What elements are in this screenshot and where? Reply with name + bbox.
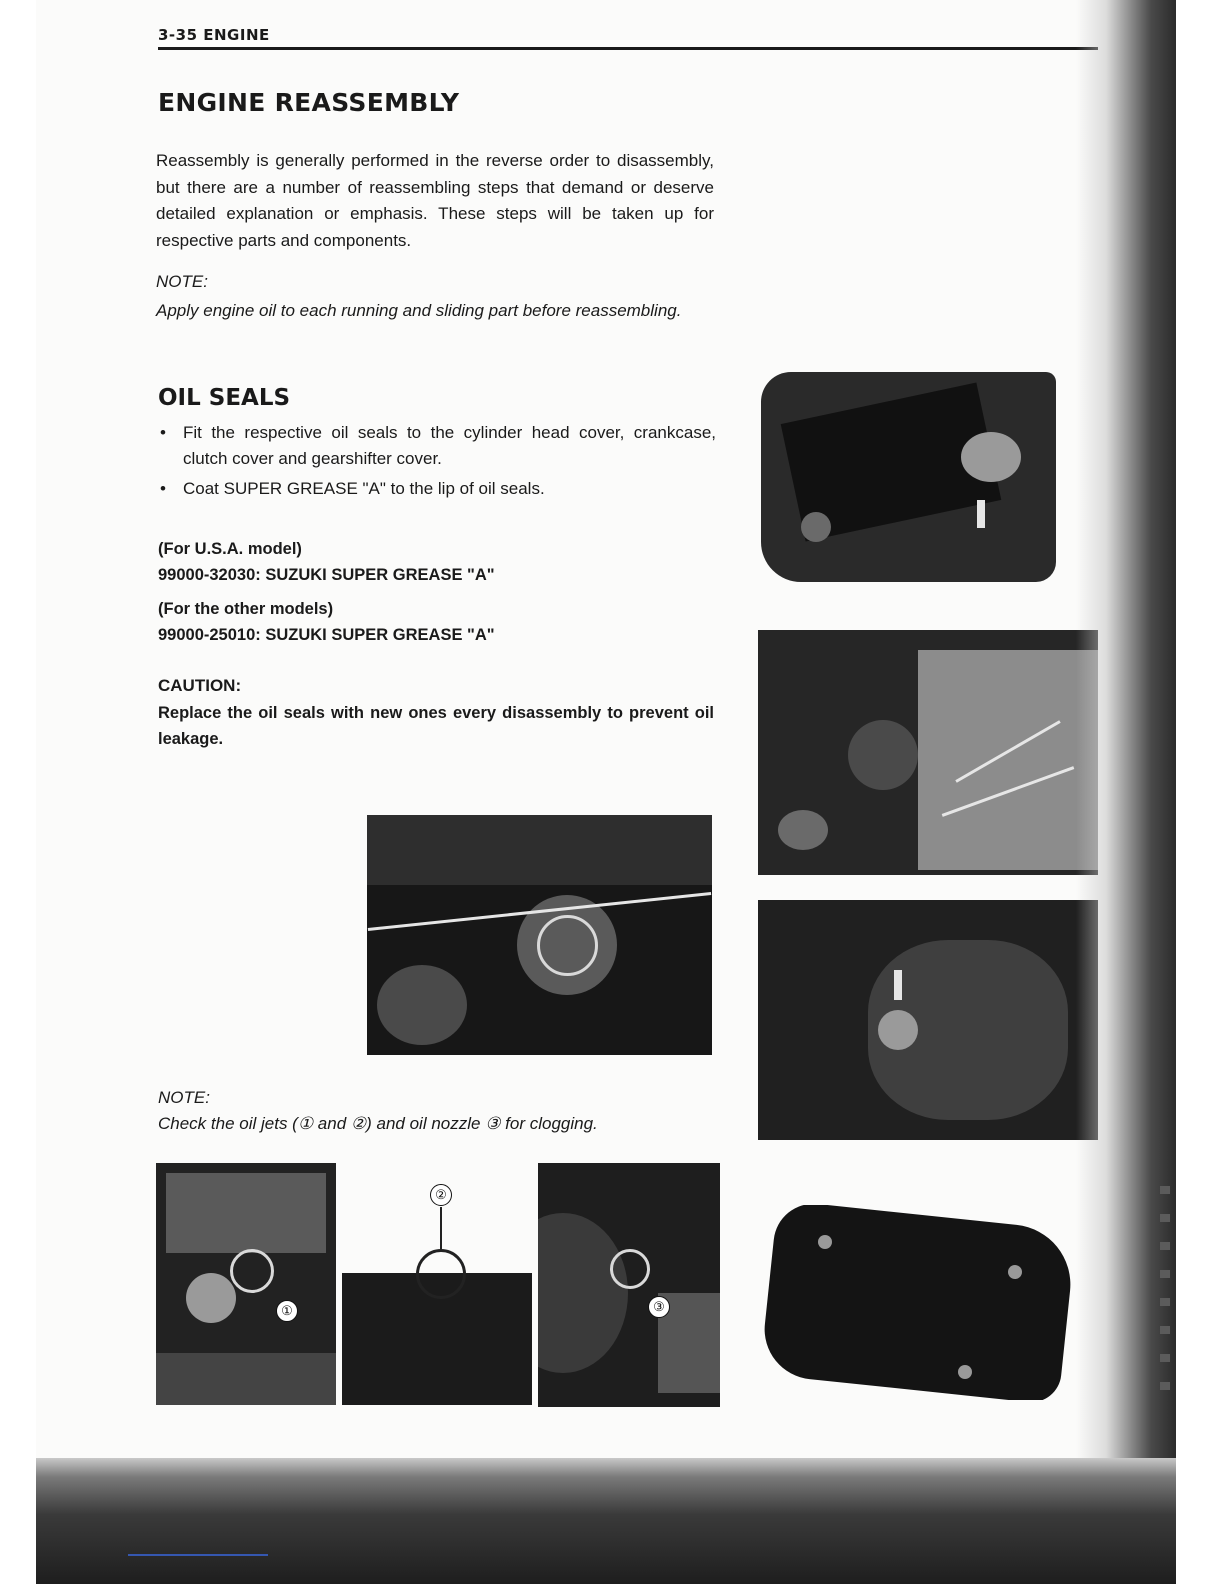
usa-model-label: (For U.S.A. model) <box>158 540 302 558</box>
note-label: NOTE: <box>156 272 208 291</box>
header-rule <box>158 47 1098 50</box>
note-label-2: NOTE: <box>158 1088 210 1107</box>
callout-oil-nozzle: ③ <box>648 1296 670 1318</box>
crankcase-photo <box>758 630 1098 875</box>
cylinder-head-cover-photo <box>761 372 1056 582</box>
page-bottom-shadow <box>36 1458 1176 1584</box>
oil-jet-1-photo <box>156 1163 336 1405</box>
callout-oil-jet-1: ① <box>276 1300 298 1322</box>
other-part-number: 99000-25010: SUZUKI SUPER GREASE "A" <box>158 626 495 644</box>
page-header-label: 3-35 ENGINE <box>158 26 270 44</box>
page-curl-shadow <box>1076 0 1176 1460</box>
list-item: • Fit the respective oil seals to the cylinder head cover, crankcase, clutch cover and gearshifter cover. <box>156 420 716 472</box>
blue-strip <box>128 1554 268 1556</box>
oil-nozzle-photo <box>538 1163 720 1407</box>
other-models-label: (For the other models) <box>158 600 334 618</box>
gearshifter-cover-photo <box>758 900 1098 1140</box>
usa-part-number: 99000-32030: SUZUKI SUPER GREASE "A" <box>158 566 495 584</box>
note-text: Apply engine oil to each running and sliding part before reassembling. <box>156 301 682 320</box>
crankcase-oil-seal-photo <box>367 815 712 1055</box>
section-heading-oil-seals: OIL SEALS <box>158 385 291 411</box>
list-item: • Coat SUPER GREASE "A" to the lip of oil seals. <box>156 476 716 502</box>
caution-text: Replace the oil seals with new ones every disassembly to prevent oil leakage. <box>158 704 714 748</box>
caution-label: CAUTION: <box>158 676 242 695</box>
oil-seals-list <box>156 420 716 506</box>
note-text-2: Check the oil jets (① and ②) and oil nozzle ③ for clogging. <box>158 1114 598 1133</box>
intro-paragraph: Reassembly is generally performed in the reverse order to disassembly, but there are a number of reassembling steps that demand or deserve detailed explanation or emphasis. These steps will be taken up for respective parts and components. <box>156 151 714 250</box>
manual-page <box>36 0 1176 1584</box>
cover-photo <box>758 1205 1078 1400</box>
callout-oil-jet-2: ② <box>430 1184 452 1206</box>
page-title: ENGINE REASSEMBLY <box>158 88 460 117</box>
